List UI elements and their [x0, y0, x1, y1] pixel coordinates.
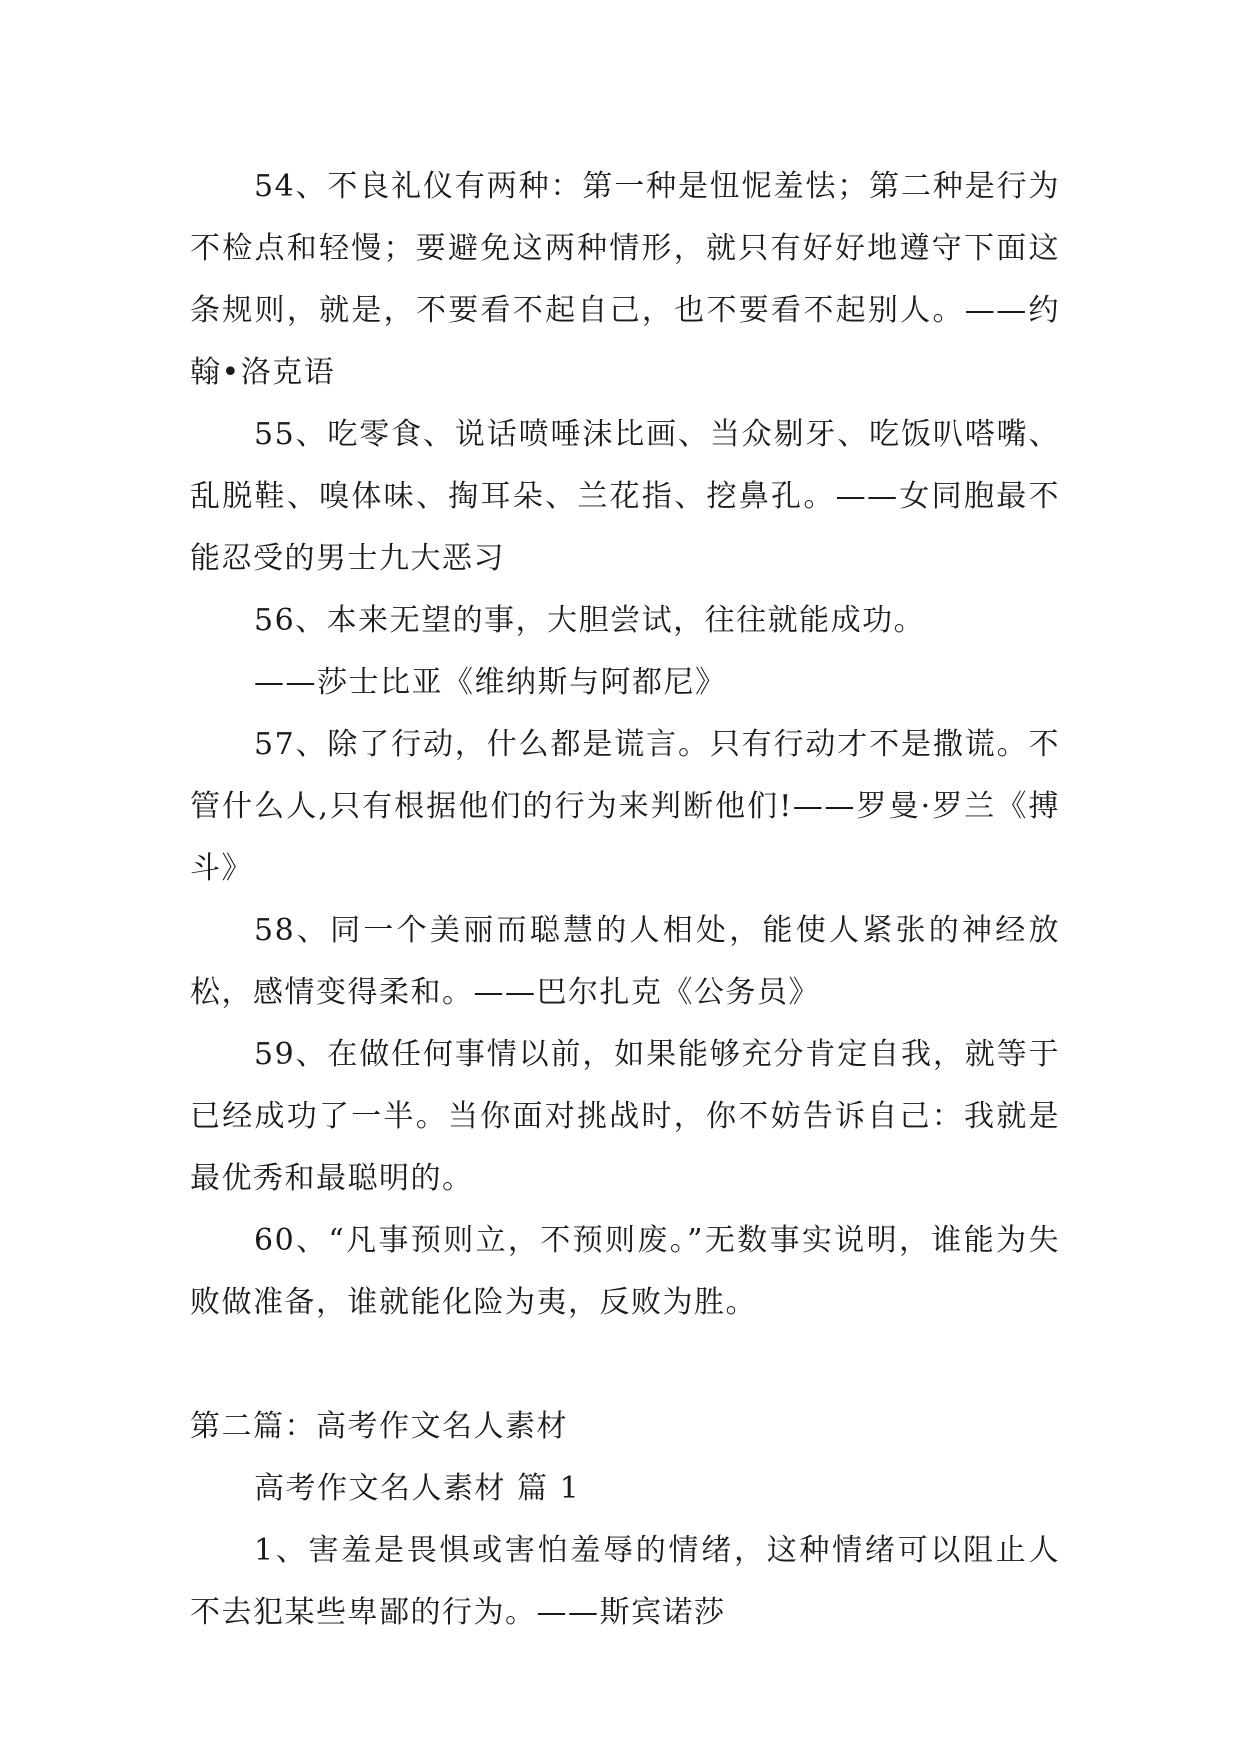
quote-paragraph-60: 60、“凡事预则立，不预则废。”无数事实说明，谁能为失败做准备，谁就能化险为夷，反败为胜。 — [190, 1223, 1060, 1320]
sub-title: 高考作文名人素材 篇 1 — [254, 1471, 581, 1506]
section-title: 第二篇：高考作文名人素材 — [190, 1409, 568, 1444]
document-page — [190, 156, 1060, 1644]
quote-paragraph-54: 54、不良礼仪有两种：第一种是忸怩羞怯；第二种是行为不检点和轻慢；要避免这两种情形，就只有好好地遵守下面这条规则，就是，不要看不起自己，也不要看不起别人。——约翰•洛克语 — [190, 169, 1060, 390]
quote-paragraph-57: 57、除了行动，什么都是谎言。只有行动才不是撒谎。不管什么人,只有根据他们的行为来判断他们!——罗曼·罗兰《搏斗》 — [190, 727, 1060, 886]
quote-paragraph-58: 58、同一个美丽而聪慧的人相处，能使人紧张的神经放松，感情变得柔和。——巴尔扎克《公务员》 — [190, 913, 1060, 1010]
quote-paragraph-55: 55、吃零食、说话喷唾沫比画、当众剔牙、吃饭叭嗒嘴、乱脱鞋、嗅体味、掏耳朵、兰花指、挖鼻孔。——女同胞最不能忍受的男士九大恶习 — [190, 417, 1060, 576]
quote-attribution-56: ——莎士比亚《维纳斯与阿都尼》 — [254, 665, 727, 700]
quote-paragraph-59: 59、在做任何事情以前，如果能够充分肯定自我，就等于已经成功了一半。当你面对挑战时，你不妨告诉自己：我就是最优秀和最聪明的。 — [190, 1037, 1060, 1196]
quote-paragraph-56: 56、本来无望的事，大胆尝试，往往就能成功。 — [254, 603, 926, 638]
quote-paragraph-1: 1、害羞是畏惧或害怕羞辱的情绪，这种情绪可以阻止人不去犯某些卑鄙的行为。——斯宾诺莎 — [190, 1533, 1060, 1630]
